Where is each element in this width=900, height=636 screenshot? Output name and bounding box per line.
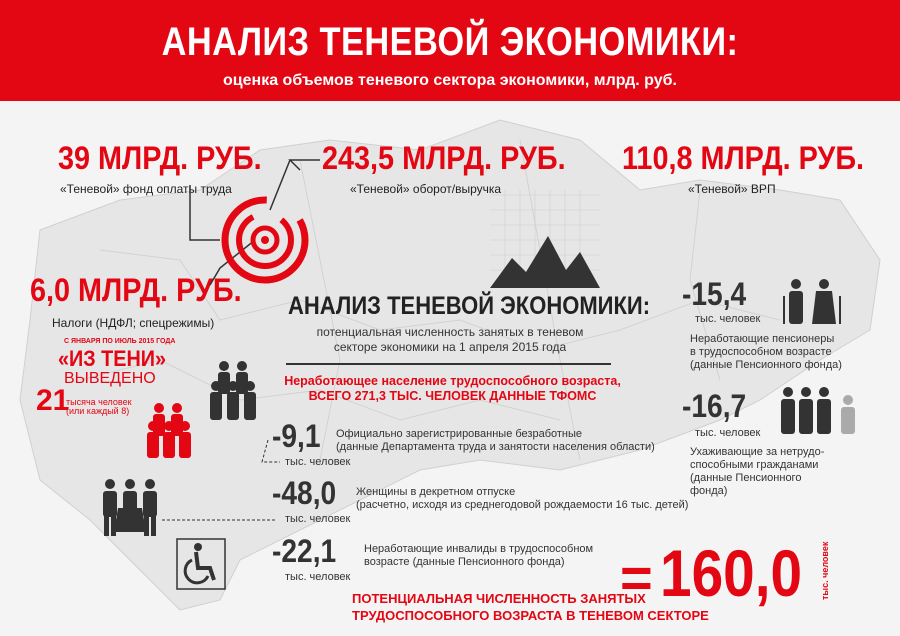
section2-highlight	[280, 374, 625, 404]
stat-value: -9,1	[272, 418, 321, 454]
stat-desc	[690, 446, 824, 498]
period-label: С ЯНВАРЯ ПО ИЮЛЬ 2015 ГОДА	[64, 338, 176, 345]
stat-desc-line1: Неработающие инвалиды в трудоспособном	[364, 543, 594, 555]
section2-subtitle	[300, 325, 600, 355]
total-unit: тыс. человек	[820, 541, 830, 600]
stat-desc-line2: возрасте (данные Пенсионного фонда)	[364, 556, 565, 568]
stat-desc	[364, 543, 593, 569]
stat-desc	[356, 486, 688, 512]
stat-desc	[336, 428, 655, 454]
stat-desc-line1: Ухаживающие за нетрудо-	[690, 446, 825, 458]
stat-desc-line2: способными гражданами	[690, 459, 819, 471]
wage-fund-value: 39 МЛРД. РУБ.	[58, 140, 262, 176]
stat-unit: тыс. человек	[285, 456, 351, 468]
out-of-shadow-unit-line2: (или каждый 8)	[66, 406, 130, 416]
page-subtitle: оценка объемов теневого сектора экономики, млрд. руб.	[223, 72, 677, 89]
people-group-icon	[208, 360, 258, 422]
stat-desc	[690, 333, 842, 372]
stat-row-maternity	[272, 475, 345, 512]
total-caption	[352, 590, 709, 624]
out-of-shadow-unit-line1: тысяча человек	[66, 397, 132, 407]
total-caption-line1: ПОТЕНЦИАЛЬНАЯ ЧИСЛЕННОСТЬ ЗАНЯТЫХ	[352, 591, 646, 606]
stat-desc-line3: (данные Пенсионного фонда)	[690, 359, 842, 371]
stat-desc-line3: (данные Пенсионного	[690, 472, 802, 484]
section2-subtitle-line1: потенциальная численность занятых в теневом	[316, 325, 584, 339]
stat-row-caregivers	[682, 388, 755, 425]
stat-value: -48,0	[272, 475, 337, 511]
elderly-couple-icon	[780, 278, 844, 324]
total-equals: =	[620, 546, 653, 609]
stat-desc-line2: (данные Департамента труда и занятости населения области)	[336, 441, 655, 453]
stat-row-pensioners	[682, 276, 755, 313]
vrp-label: «Теневой» ВРП	[688, 182, 776, 196]
out-of-shadow-action: ВЫВЕДЕНО	[64, 370, 156, 387]
stat-unit: тыс. человек	[285, 513, 351, 525]
page-title: АНАЛИЗ ТЕНЕВОЙ ЭКОНОМИКИ:	[161, 20, 739, 64]
people-group-icon	[778, 386, 864, 434]
turnover-value: 243,5 МЛРД. РУБ.	[322, 140, 566, 176]
header-banner	[0, 0, 900, 101]
stat-desc-line4: фонда)	[690, 485, 728, 497]
out-of-shadow-unit	[66, 398, 132, 416]
vrp-value: 110,8 МЛРД. РУБ.	[622, 140, 865, 176]
section2-subtitle-line2: секторе экономики на 1 апреля 2015 года	[333, 340, 567, 354]
stat-value: -22,1	[272, 533, 337, 569]
out-of-shadow-title: «ИЗ ТЕНИ»	[58, 346, 166, 371]
stat-desc-line2: в трудоспособном возрасте	[690, 346, 832, 358]
turnover-label: «Теневой» оборот/выручка	[350, 182, 502, 196]
stat-value: -15,4	[682, 276, 747, 312]
total-caption-line2: ТРУДОСПОСОБНОГО ВОЗРАСТА В ТЕНЕВОМ СЕКТОРЕ	[352, 608, 709, 623]
target-icon	[180, 150, 320, 290]
stat-unit: тыс. человек	[285, 571, 351, 583]
taxes-label: Налоги (НДФЛ; спецрежимы)	[52, 316, 215, 330]
out-of-shadow-number: 21	[36, 384, 70, 417]
section2-highlight-line1: Неработающее население трудоспособного возраста,	[284, 374, 621, 388]
wage-fund-label: «Теневой» фонд оплаты труда	[60, 182, 232, 196]
stat-desc-line1: Официально зарегистрированные безработные	[336, 428, 583, 440]
stat-desc-line1: Женщины в декретном отпуске	[356, 486, 516, 498]
stat-row-unemployed	[272, 418, 327, 455]
divider	[286, 363, 611, 365]
section2-title: АНАЛИЗ ТЕНЕВОЙ ЭКОНОМИКИ:	[288, 292, 651, 320]
taxes-value: 6,0 МЛРД. РУБ.	[30, 272, 242, 308]
stat-unit: тыс. человек	[695, 313, 761, 325]
stat-value: -16,7	[682, 388, 747, 424]
total-value: 160,0	[660, 536, 803, 610]
wheelchair-icon	[176, 538, 226, 590]
stat-unit: тыс. человек	[695, 427, 761, 439]
stat-desc-line2: (расчетно, исходя из среднегодовой рождаемости 16 тыс. детей)	[356, 499, 689, 511]
stat-desc-line1: Неработающие пенсионеры	[690, 333, 835, 345]
connector-lines	[150, 440, 290, 540]
mountain-chart-icon	[490, 230, 600, 288]
stat-row-disabled	[272, 533, 345, 570]
section2-highlight-line2: ВСЕГО 271,3 ТЫС. ЧЕЛОВЕК ДАННЫЕ ТФОМС	[308, 389, 597, 403]
